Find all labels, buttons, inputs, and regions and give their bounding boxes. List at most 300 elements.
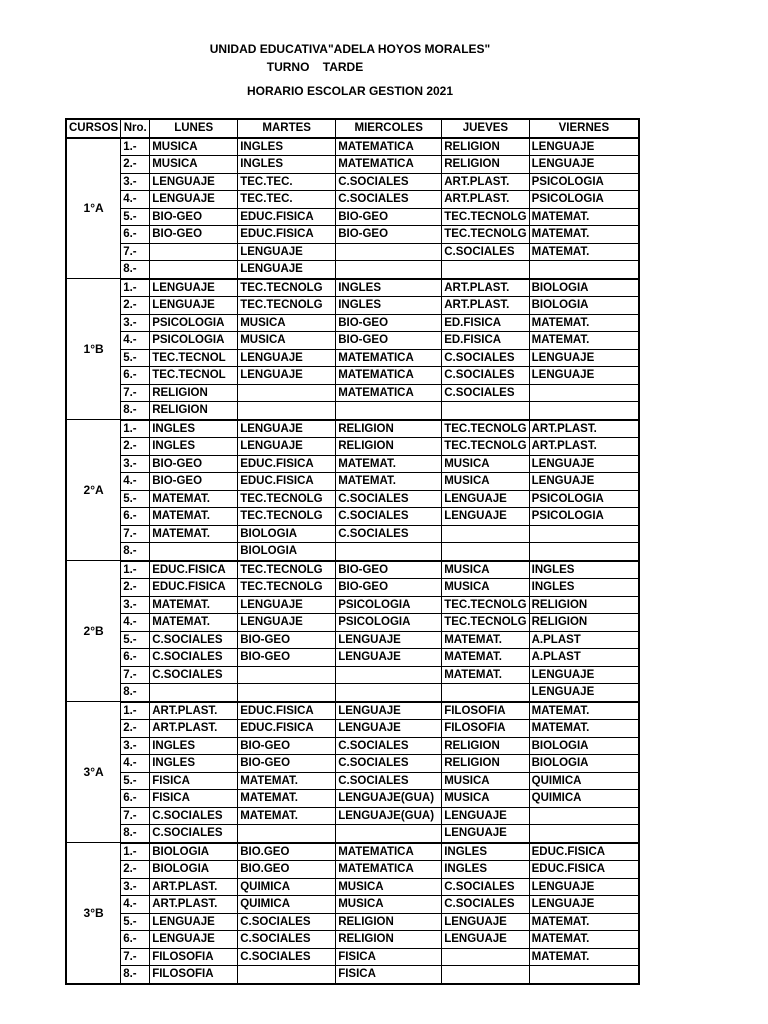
cell-lunes: MUSICA (150, 156, 238, 174)
cell-miercoles: INGLES (336, 297, 442, 315)
cell-lunes: C.SOCIALES (150, 649, 238, 667)
course-label: 1°A (66, 138, 121, 279)
cell-lunes: MUSICA (150, 138, 238, 156)
cell-jueves (442, 948, 529, 966)
cell-miercoles (336, 666, 442, 684)
cell-jueves: RELIGION (442, 138, 529, 156)
cell-jueves: LENGUAJE (442, 913, 529, 931)
cell-viernes: QUIMICA (529, 790, 639, 808)
cell-jueves (442, 966, 529, 984)
table-row (66, 684, 639, 702)
shift-label: TURNO TARDE (266, 60, 364, 74)
cell-jueves: INGLES (442, 861, 529, 879)
cell-miercoles (336, 543, 442, 561)
cell-nro: 1.- (121, 843, 150, 861)
column-header-nro: Nro. (121, 119, 150, 138)
table-header-row (66, 119, 639, 138)
cell-lunes: BIO-GEO (150, 473, 238, 491)
cell-martes: LENGUAJE (238, 596, 336, 614)
cell-jueves (442, 684, 529, 702)
table-row (66, 138, 639, 156)
table-row (66, 861, 639, 879)
cell-miercoles: RELIGION (336, 420, 442, 438)
cell-viernes: A.PLAST (529, 631, 639, 649)
cell-viernes: MATEMAT. (529, 243, 639, 261)
table-row (66, 473, 639, 491)
cell-viernes: BIOLOGIA (529, 297, 639, 315)
cell-lunes: ART.PLAST. (150, 878, 238, 896)
cell-miercoles: BIO-GEO (336, 208, 442, 226)
cell-martes: TEC.TECNOLG (238, 561, 336, 579)
cell-miercoles: MATEMATICA (336, 156, 442, 174)
cell-nro: 8.- (121, 684, 150, 702)
cell-nro: 5.- (121, 208, 150, 226)
cell-viernes (529, 825, 639, 843)
cell-lunes: PSICOLOGIA (150, 314, 238, 332)
cell-miercoles: RELIGION (336, 438, 442, 456)
table-row (66, 543, 639, 561)
cell-martes: LENGUAJE (238, 614, 336, 632)
cell-jueves: C.SOCIALES (442, 878, 529, 896)
cell-lunes: LENGUAJE (150, 173, 238, 191)
cell-nro: 4.- (121, 191, 150, 209)
cell-miercoles: BIO-GEO (336, 314, 442, 332)
cell-lunes: BIOLOGIA (150, 843, 238, 861)
cell-miercoles: MATEMATICA (336, 861, 442, 879)
cell-miercoles: MATEMATICA (336, 349, 442, 367)
cell-lunes: MATEMAT. (150, 596, 238, 614)
cell-jueves: MUSICA (442, 473, 529, 491)
cell-viernes: MATEMAT. (529, 208, 639, 226)
column-header-jueves: JUEVES (442, 119, 529, 138)
cell-martes: MUSICA (238, 314, 336, 332)
cell-nro: 4.- (121, 473, 150, 491)
cell-lunes: FILOSOFIA (150, 966, 238, 984)
cell-martes: MATEMAT. (238, 807, 336, 825)
cell-nro: 1.- (121, 561, 150, 579)
cell-nro: 5.- (121, 631, 150, 649)
cell-miercoles: MUSICA (336, 878, 442, 896)
cell-jueves: MATEMAT. (442, 666, 529, 684)
cell-jueves: C.SOCIALES (442, 367, 529, 385)
cell-viernes: EDUC.FISICA (529, 843, 639, 861)
cell-martes: MUSICA (238, 332, 336, 350)
cell-nro: 6.- (121, 508, 150, 526)
cell-lunes: MATEMAT. (150, 490, 238, 508)
cell-miercoles: MATEMAT. (336, 455, 442, 473)
cell-miercoles (336, 402, 442, 420)
cell-martes: BIOLOGIA (238, 543, 336, 561)
cell-martes: LENGUAJE (238, 438, 336, 456)
cell-martes: LENGUAJE (238, 349, 336, 367)
cell-martes: BIO.GEO (238, 843, 336, 861)
cell-jueves: C.SOCIALES (442, 349, 529, 367)
course-label: 3°A (66, 702, 121, 843)
cell-miercoles: LENGUAJE (336, 720, 442, 738)
cell-viernes: MATEMAT. (529, 332, 639, 350)
cell-jueves: ART.PLAST. (442, 173, 529, 191)
cell-jueves: C.SOCIALES (442, 896, 529, 914)
cell-nro: 7.- (121, 948, 150, 966)
table-row (66, 931, 639, 949)
cell-nro: 3.- (121, 455, 150, 473)
cell-jueves: MUSICA (442, 772, 529, 790)
cell-martes: TEC.TECNOLG (238, 490, 336, 508)
cell-nro: 1.- (121, 420, 150, 438)
cell-viernes: BIOLOGIA (529, 755, 639, 773)
cell-viernes: MATEMAT. (529, 702, 639, 720)
cell-miercoles: MATEMATICA (336, 384, 442, 402)
cell-miercoles: C.SOCIALES (336, 191, 442, 209)
table-row (66, 649, 639, 667)
cell-viernes (529, 807, 639, 825)
cell-nro: 6.- (121, 790, 150, 808)
cell-martes (238, 825, 336, 843)
cell-jueves (442, 543, 529, 561)
cell-jueves: ART.PLAST. (442, 279, 529, 297)
course-label: 3°B (66, 843, 121, 984)
table-row (66, 966, 639, 984)
cell-martes: BIOLOGIA (238, 525, 336, 543)
cell-viernes: LENGUAJE (529, 138, 639, 156)
table-row (66, 297, 639, 315)
cell-lunes: C.SOCIALES (150, 666, 238, 684)
cell-lunes: MATEMAT. (150, 525, 238, 543)
cell-nro: 2.- (121, 579, 150, 597)
cell-martes: QUIMICA (238, 878, 336, 896)
cell-miercoles: C.SOCIALES (336, 772, 442, 790)
cell-viernes: MATEMAT. (529, 226, 639, 244)
cell-lunes (150, 684, 238, 702)
table-row (66, 173, 639, 191)
cell-viernes (529, 384, 639, 402)
table-row (66, 226, 639, 244)
cell-martes: TEC.TECNOLG (238, 297, 336, 315)
cell-viernes: LENGUAJE (529, 473, 639, 491)
cell-jueves: FILOSOFIA (442, 702, 529, 720)
cell-lunes (150, 543, 238, 561)
cell-jueves (442, 261, 529, 279)
cell-lunes: ART.PLAST. (150, 702, 238, 720)
cell-jueves: LENGUAJE (442, 931, 529, 949)
cell-miercoles: RELIGION (336, 931, 442, 949)
cell-jueves: MATEMAT. (442, 649, 529, 667)
table-row (66, 438, 639, 456)
cell-miercoles: MATEMATICA (336, 138, 442, 156)
cell-viernes: INGLES (529, 561, 639, 579)
cell-miercoles: RELIGION (336, 913, 442, 931)
cell-lunes: BIO-GEO (150, 455, 238, 473)
cell-viernes: BIOLOGIA (529, 737, 639, 755)
table-row (66, 790, 639, 808)
cell-nro: 1.- (121, 138, 150, 156)
cell-jueves: ED.FISICA (442, 314, 529, 332)
cell-viernes (529, 543, 639, 561)
cell-nro: 8.- (121, 402, 150, 420)
cell-jueves: FILOSOFIA (442, 720, 529, 738)
cell-lunes: PSICOLOGIA (150, 332, 238, 350)
cell-martes: TEC.TEC. (238, 173, 336, 191)
column-header-viernes: VIERNES (529, 119, 639, 138)
course-label: 1°B (66, 279, 121, 420)
cell-miercoles (336, 261, 442, 279)
cell-martes (238, 666, 336, 684)
column-header-miercoles: MIERCOLES (336, 119, 442, 138)
cell-martes: BIO-GEO (238, 737, 336, 755)
cell-miercoles: INGLES (336, 279, 442, 297)
cell-martes: EDUC.FISICA (238, 208, 336, 226)
cell-lunes: BIO-GEO (150, 226, 238, 244)
cell-martes: EDUC.FISICA (238, 226, 336, 244)
cell-miercoles: MATEMAT. (336, 473, 442, 491)
cell-miercoles: LENGUAJE (336, 649, 442, 667)
table-row (66, 896, 639, 914)
cell-viernes: ART.PLAST. (529, 420, 639, 438)
cell-martes: C.SOCIALES (238, 948, 336, 966)
cell-martes: INGLES (238, 138, 336, 156)
cell-martes: TEC.TEC. (238, 191, 336, 209)
cell-viernes (529, 525, 639, 543)
cell-lunes (150, 261, 238, 279)
cell-lunes: EDUC.FISICA (150, 579, 238, 597)
table-row (66, 279, 639, 297)
cell-nro: 5.- (121, 349, 150, 367)
cell-nro: 8.- (121, 543, 150, 561)
cell-jueves (442, 525, 529, 543)
table-row (66, 913, 639, 931)
cell-viernes: INGLES (529, 579, 639, 597)
schedule-table (65, 118, 640, 985)
cell-jueves: TEC.TECNOLG (442, 226, 529, 244)
cell-jueves: MUSICA (442, 455, 529, 473)
cell-miercoles: BIO-GEO (336, 561, 442, 579)
cell-jueves: MUSICA (442, 790, 529, 808)
cell-viernes: RELIGION (529, 614, 639, 632)
column-header-martes: MARTES (238, 119, 336, 138)
table-row (66, 878, 639, 896)
cell-martes: BIO.GEO (238, 861, 336, 879)
cell-miercoles: LENGUAJE (336, 702, 442, 720)
cell-nro: 3.- (121, 173, 150, 191)
cell-jueves: INGLES (442, 843, 529, 861)
cell-lunes: ART.PLAST. (150, 896, 238, 914)
cell-miercoles: PSICOLOGIA (336, 596, 442, 614)
cell-martes (238, 402, 336, 420)
cell-miercoles: C.SOCIALES (336, 508, 442, 526)
cell-lunes: INGLES (150, 737, 238, 755)
cell-viernes: PSICOLOGIA (529, 173, 639, 191)
cell-lunes: RELIGION (150, 402, 238, 420)
cell-nro: 6.- (121, 649, 150, 667)
cell-nro: 3.- (121, 878, 150, 896)
cell-lunes: EDUC.FISICA (150, 561, 238, 579)
cell-viernes: LENGUAJE (529, 666, 639, 684)
cell-jueves: LENGUAJE (442, 490, 529, 508)
cell-nro: 5.- (121, 772, 150, 790)
cell-nro: 8.- (121, 261, 150, 279)
cell-jueves: TEC.TECNOLG (442, 438, 529, 456)
cell-viernes: PSICOLOGIA (529, 490, 639, 508)
cell-miercoles: C.SOCIALES (336, 173, 442, 191)
table-row (66, 332, 639, 350)
cell-martes: TEC.TECNOLG (238, 579, 336, 597)
table-row (66, 402, 639, 420)
cell-miercoles: LENGUAJE (336, 631, 442, 649)
cell-nro: 7.- (121, 243, 150, 261)
cell-miercoles (336, 243, 442, 261)
cell-lunes: INGLES (150, 755, 238, 773)
cell-lunes: C.SOCIALES (150, 807, 238, 825)
cell-nro: 3.- (121, 596, 150, 614)
cell-viernes: MATEMAT. (529, 931, 639, 949)
cell-lunes: ART.PLAST. (150, 720, 238, 738)
cell-viernes: LENGUAJE (529, 878, 639, 896)
cell-nro: 6.- (121, 226, 150, 244)
column-header-cursos: CURSOS (66, 119, 121, 138)
cell-nro: 2.- (121, 438, 150, 456)
table-row (66, 525, 639, 543)
table-row (66, 508, 639, 526)
table-row (66, 208, 639, 226)
cell-nro: 2.- (121, 297, 150, 315)
cell-miercoles: MATEMATICA (336, 367, 442, 385)
cell-jueves: ED.FISICA (442, 332, 529, 350)
cell-lunes: MATEMAT. (150, 508, 238, 526)
cell-lunes: C.SOCIALES (150, 631, 238, 649)
table-row (66, 261, 639, 279)
table-row (66, 825, 639, 843)
cell-miercoles: PSICOLOGIA (336, 614, 442, 632)
cell-lunes: INGLES (150, 420, 238, 438)
cell-nro: 1.- (121, 279, 150, 297)
cell-miercoles: LENGUAJE(GUA) (336, 807, 442, 825)
cell-jueves: TEC.TECNOLG (442, 208, 529, 226)
cell-martes: BIO-GEO (238, 649, 336, 667)
cell-nro: 2.- (121, 861, 150, 879)
cell-viernes (529, 966, 639, 984)
cell-miercoles: MUSICA (336, 896, 442, 914)
cell-viernes: PSICOLOGIA (529, 508, 639, 526)
table-row (66, 561, 639, 579)
cell-martes: MATEMAT. (238, 772, 336, 790)
cell-jueves: TEC.TECNOLG (442, 420, 529, 438)
cell-viernes: LENGUAJE (529, 156, 639, 174)
schedule-body (66, 138, 639, 984)
cell-miercoles: C.SOCIALES (336, 525, 442, 543)
cell-martes (238, 966, 336, 984)
cell-viernes: LENGUAJE (529, 684, 639, 702)
table-row (66, 349, 639, 367)
cell-lunes (150, 243, 238, 261)
cell-viernes: RELIGION (529, 596, 639, 614)
table-row (66, 755, 639, 773)
cell-martes: LENGUAJE (238, 420, 336, 438)
cell-nro: 5.- (121, 913, 150, 931)
cell-martes: TEC.TECNOLG (238, 279, 336, 297)
cell-viernes: A.PLAST (529, 649, 639, 667)
cell-viernes (529, 261, 639, 279)
cell-jueves (442, 402, 529, 420)
cell-miercoles: FISICA (336, 948, 442, 966)
cell-nro: 4.- (121, 332, 150, 350)
cell-miercoles: LENGUAJE(GUA) (336, 790, 442, 808)
cell-lunes: INGLES (150, 438, 238, 456)
table-row (66, 737, 639, 755)
cell-miercoles: C.SOCIALES (336, 737, 442, 755)
course-label: 2°A (66, 420, 121, 561)
cell-nro: 2.- (121, 720, 150, 738)
table-row (66, 455, 639, 473)
table-row (66, 772, 639, 790)
cell-nro: 8.- (121, 966, 150, 984)
cell-lunes: LENGUAJE (150, 191, 238, 209)
cell-jueves: MATEMAT. (442, 631, 529, 649)
cell-martes (238, 384, 336, 402)
cell-viernes: BIOLOGIA (529, 279, 639, 297)
cell-viernes: EDUC.FISICA (529, 861, 639, 879)
cell-nro: 3.- (121, 314, 150, 332)
cell-jueves: C.SOCIALES (442, 384, 529, 402)
cell-miercoles: C.SOCIALES (336, 490, 442, 508)
cell-martes: LENGUAJE (238, 243, 336, 261)
cell-viernes: MATEMAT. (529, 948, 639, 966)
cell-martes (238, 684, 336, 702)
table-row (66, 243, 639, 261)
cell-viernes: LENGUAJE (529, 367, 639, 385)
cell-martes: TEC.TECNOLG (238, 508, 336, 526)
table-row (66, 314, 639, 332)
column-header-lunes: LUNES (150, 119, 238, 138)
cell-martes: EDUC.FISICA (238, 473, 336, 491)
cell-nro: 4.- (121, 896, 150, 914)
cell-martes: EDUC.FISICA (238, 720, 336, 738)
table-row (66, 948, 639, 966)
cell-martes: EDUC.FISICA (238, 702, 336, 720)
table-row (66, 384, 639, 402)
cell-nro: 6.- (121, 367, 150, 385)
table-row (66, 596, 639, 614)
schedule-title: HORARIO ESCOLAR GESTION 2021 (246, 84, 454, 98)
table-row (66, 579, 639, 597)
cell-martes: BIO-GEO (238, 631, 336, 649)
table-row (66, 156, 639, 174)
cell-lunes: LENGUAJE (150, 931, 238, 949)
cell-martes: LENGUAJE (238, 367, 336, 385)
cell-lunes: FISICA (150, 790, 238, 808)
table-row (66, 843, 639, 861)
cell-jueves: LENGUAJE (442, 807, 529, 825)
cell-jueves: RELIGION (442, 755, 529, 773)
cell-lunes: LENGUAJE (150, 279, 238, 297)
school-title: UNIDAD EDUCATIVA"ADELA HOYOS MORALES" (209, 42, 491, 56)
cell-miercoles (336, 825, 442, 843)
cell-martes: C.SOCIALES (238, 913, 336, 931)
cell-viernes: LENGUAJE (529, 349, 639, 367)
cell-jueves: LENGUAJE (442, 508, 529, 526)
cell-viernes: MATEMAT. (529, 913, 639, 931)
cell-nro: 7.- (121, 384, 150, 402)
table-row (66, 490, 639, 508)
cell-lunes: FILOSOFIA (150, 948, 238, 966)
table-row (66, 614, 639, 632)
table-row (66, 807, 639, 825)
cell-lunes: FISICA (150, 772, 238, 790)
cell-jueves: RELIGION (442, 156, 529, 174)
cell-miercoles: C.SOCIALES (336, 755, 442, 773)
cell-lunes: C.SOCIALES (150, 825, 238, 843)
cell-martes: LENGUAJE (238, 261, 336, 279)
course-label: 2°B (66, 561, 121, 702)
